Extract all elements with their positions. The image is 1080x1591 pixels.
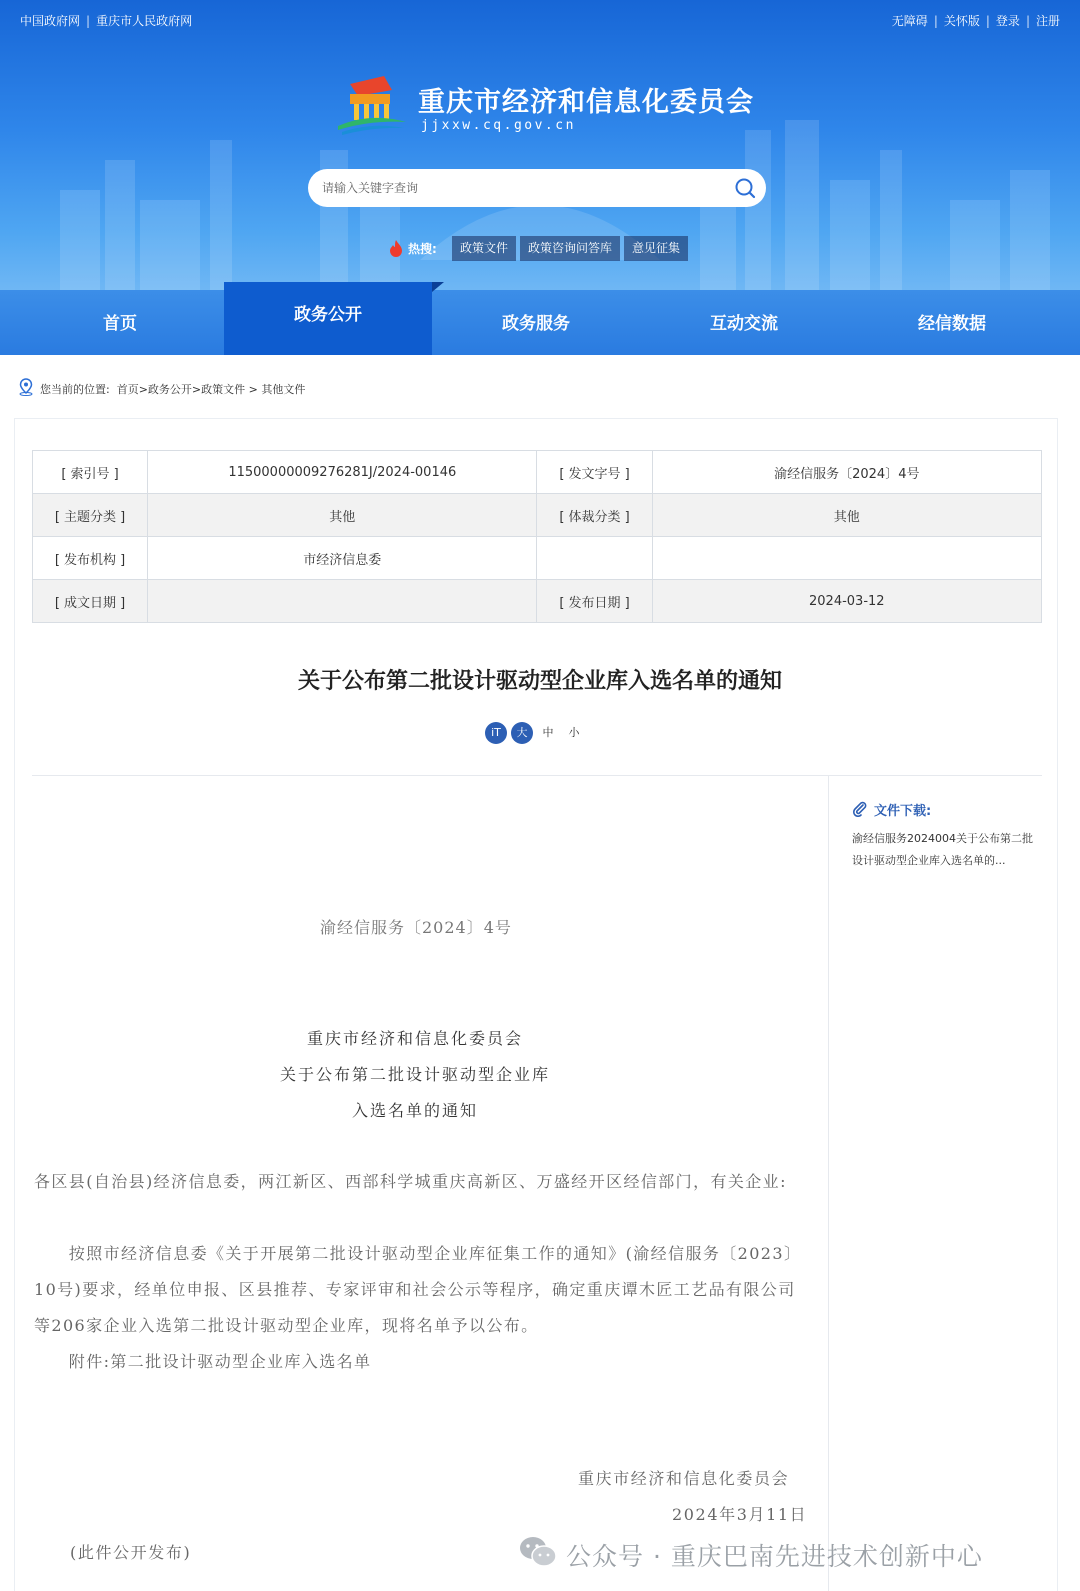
link-login[interactable]: 登录: [995, 14, 1020, 28]
public-note: (此件公开发布): [70, 1543, 192, 1562]
font-size-controls: [485, 722, 589, 746]
nav-econ-data[interactable]: 经信数据: [918, 314, 986, 334]
document-meta-table: [32, 450, 1042, 623]
site-header: [0, 0, 1080, 290]
attachment-download-link[interactable]: 渝经信服务2024004关于公布第二批设计驱动型企业库入选名单的...: [852, 832, 1033, 867]
meta-key: [537, 537, 652, 580]
signature-date: 2024年3月11日: [672, 1505, 808, 1524]
table-row: [33, 494, 1042, 537]
breadcrumb-label: 您当前的位置:: [40, 383, 110, 396]
font-medium-button[interactable]: 中: [542, 726, 554, 739]
document-title: 关于公布第二批设计驱动型企业库入选名单的通知: [297, 669, 782, 694]
meta-value: 其他: [148, 494, 537, 537]
paperclip-icon: [852, 801, 868, 817]
meta-value: [148, 580, 537, 623]
wechat-icon: [518, 1535, 558, 1569]
meta-value: 其他: [652, 494, 1041, 537]
document-attachment: 附件:第二批设计驱动型企业库入选名单: [34, 1352, 372, 1371]
meta-value: 市经济信息委: [148, 537, 537, 580]
meta-key: [ 体裁分类 ]: [537, 494, 652, 537]
font-large-button[interactable]: 大: [511, 722, 533, 744]
document-paragraph: 按照市经济信息委《关于开展第二批设计驱动型企业库征集工作的通知》(渝经信服务〔2023〕10号)要求，经单位申报、区县推荐、专家评审和社会公示等程序，确定重庆谭木匠工艺品有限公司等206家企业入选第二批设计驱动型企业库，现将名单予以公布。: [34, 1244, 796, 1335]
table-row: [33, 580, 1042, 623]
text-to-speech-button[interactable]: iT: [485, 722, 507, 744]
site-title: 重庆市经济和信息化委员会: [418, 87, 754, 118]
fire-icon: [388, 239, 404, 257]
location-pin-icon: [18, 378, 34, 396]
link-gov-cn[interactable]: 中国政府网: [20, 14, 81, 28]
sidebar-divider: [828, 776, 829, 1591]
document-heading-line: 重庆市经济和信息化委员会: [306, 1029, 523, 1048]
site-logo-icon[interactable]: [334, 72, 408, 136]
signature-org: 重庆市经济和信息化委员会: [578, 1469, 790, 1488]
meta-key: [ 发布日期 ]: [537, 580, 652, 623]
document-salutation: 各区县(自治县)经济信息委，两江新区、西部科学城重庆高新区、万盛经开区经信部门，有关企业:: [34, 1172, 787, 1191]
table-row: [33, 537, 1042, 580]
file-download-label: 文件下载:: [874, 804, 932, 819]
meta-key: [ 成文日期 ]: [33, 580, 148, 623]
site-domain: jjxxw.cq.gov.cn: [421, 118, 576, 133]
document-number: 渝经信服务〔2024〕4号: [320, 918, 512, 937]
meta-key: [ 发文字号 ]: [537, 451, 652, 494]
link-cq-gov[interactable]: 重庆市人民政府网: [96, 14, 193, 28]
content-divider: [32, 775, 1042, 776]
link-care-mode[interactable]: 关怀版: [943, 14, 980, 28]
hot-tag-opinion[interactable]: 意见征集: [624, 236, 688, 261]
search-input[interactable]: [322, 178, 702, 198]
meta-value: 11500000009276281J/2024-00146: [148, 451, 537, 494]
document-heading-line: 关于公布第二批设计驱动型企业库: [279, 1065, 550, 1084]
nav-interaction[interactable]: 互动交流: [710, 314, 778, 334]
meta-key: [ 发布机构 ]: [33, 537, 148, 580]
hot-tag-policy-qa[interactable]: 政策咨询问答库: [520, 236, 620, 261]
meta-key: [ 索引号 ]: [33, 451, 148, 494]
hot-tag-policy-files[interactable]: 政策文件: [452, 236, 516, 261]
meta-value: 2024-03-12: [652, 580, 1041, 623]
document-heading-line: 入选名单的通知: [351, 1101, 478, 1120]
nav-home[interactable]: 首页: [103, 314, 137, 334]
font-small-button[interactable]: 小: [568, 726, 580, 739]
breadcrumb-path[interactable]: 首页>政务公开>政策文件 > 其他文件: [116, 383, 306, 396]
search-icon[interactable]: [734, 177, 756, 199]
watermark-text: 公众号 · 重庆巴南先进技术创新中心: [566, 1542, 983, 1571]
nav-gov-affairs-public[interactable]: 政务公开: [224, 282, 432, 355]
nav-gov-services[interactable]: 政务服务: [502, 314, 570, 334]
main-nav: [0, 290, 1080, 355]
link-accessibility[interactable]: 无障碍: [891, 14, 928, 28]
search-box: [308, 169, 766, 207]
link-register[interactable]: 注册: [1035, 14, 1060, 28]
meta-value: 渝经信服务〔2024〕4号: [652, 451, 1041, 494]
hot-search-label: 热搜:: [408, 242, 437, 256]
meta-key: [ 主题分类 ]: [33, 494, 148, 537]
top-utility-bar: 中国政府网 | 重庆市人民政府网 无障碍 | 关怀版 | 登录 | 注册: [20, 14, 1060, 28]
table-row: [33, 451, 1042, 494]
meta-value: [652, 537, 1041, 580]
